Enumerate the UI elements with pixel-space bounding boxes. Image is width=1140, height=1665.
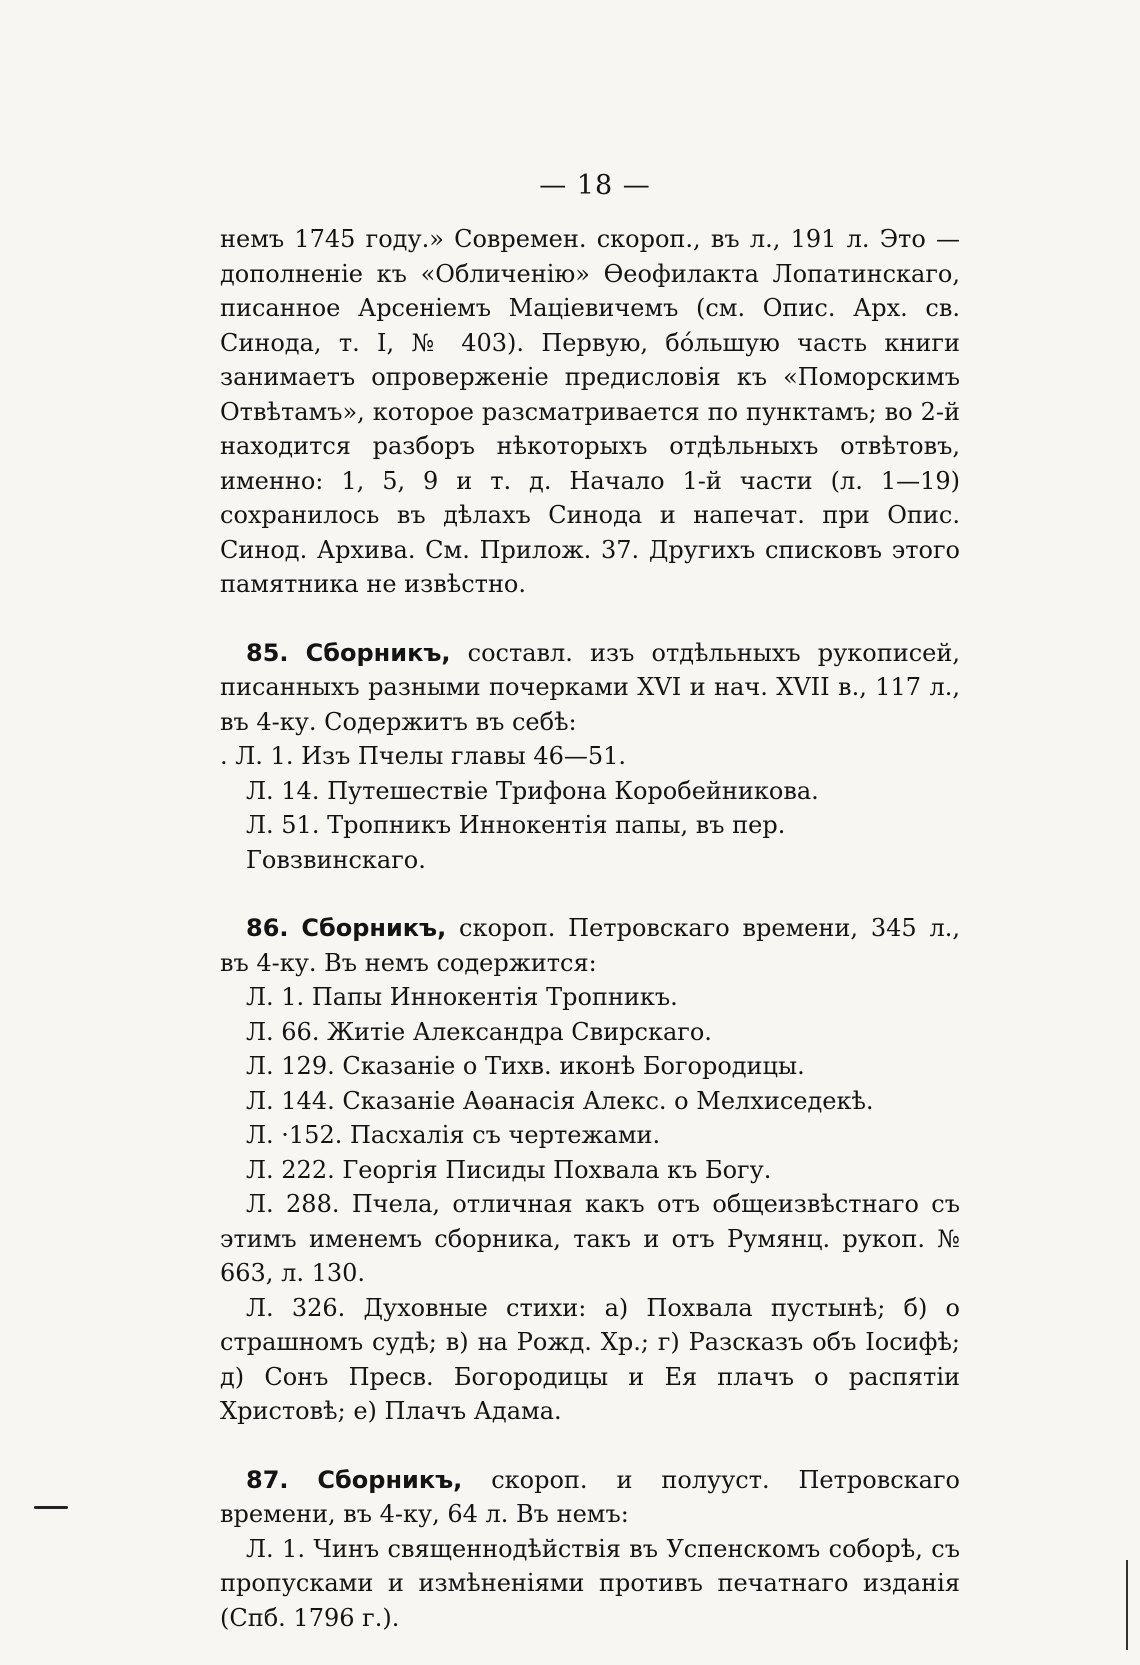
entry-item: Л. 14. Путешествіе Трифона Коробейникова. [246, 776, 819, 805]
page-edge-line [1126, 1560, 1128, 1650]
entry-description: составл. изъ отдѣльныхъ рукописей, писанныхъ разными почерками XVI и нач. XVII в., 117 л., въ 4-ку. Содержитъ въ себѣ: [220, 638, 960, 736]
entry-item: Л. 288. Пчела, отличная какъ отъ общеизвѣстнаго съ этимъ именемъ сборника, такъ и отъ Румянц. рукоп. № 663, л. 130. [220, 1190, 960, 1287]
entry-heading [220, 636, 960, 740]
intro-paragraph: немъ 1745 году.» Современ. скороп., въ л., 191 л. Это — дополненіе къ «Обличенію» Ѳеофилакта Лопатинскаго, писанное Арсеніемъ Маціевичемъ (см. Опис. Арх. св. Синода, т. I, № 403). Первую, бо́льшую часть книги занимаетъ опроверженіе предисловія къ «Поморскимъ Отвѣтамъ», которое разсматривается по пунктамъ; во 2-й находится разборъ нѣкоторыхъ отдѣльныхъ отвѣтовъ, именно: 1, 5, 9 и т. д. Начало 1-й части (л. 1—19) сохранилось въ дѣлахъ Синода и напечат. при Опис. Синод. Архива. См. Прилож. 37. Другихъ списковъ этого памятника не извѣстно. [220, 225, 960, 598]
entry-item: Л. 129. Сказаніе о Тихв. иконѣ Богородицы. [246, 1052, 805, 1080]
entry-heading [220, 911, 960, 980]
entry-description: скороп. и полууст. Петровскаго времени, въ 4-ку, 64 л. Въ немъ: [220, 1465, 961, 1528]
entry-item: Л. 326. Духовные стихи: а) Похвала пустынѣ; б) о страшномъ судѣ; в) на Рожд. Хр.; г) Разсказъ объ Іосифѣ; д) Сонъ Пресв. Богородицы и Ея плачъ о распятіи Христовѣ; е) Плачъ Адама. [220, 1293, 960, 1425]
entry-item: Л. 66. Житіе Александра Свирскаго. [246, 1017, 712, 1046]
entry-description: скороп. Петровскаго времени, 345 л., въ 4-ку. Въ немъ содержится: [220, 914, 960, 977]
entry-item: . Л. 1. Изъ Пчелы главы 46—51. [220, 742, 627, 770]
entry-item: Л. ·152. Пасхалія съ чертежами. [246, 1121, 661, 1149]
entry-item: Л. 1. Папы Иннокентія Тропникъ. [246, 983, 678, 1011]
entry-item: Л. 1. Чинъ священнодѣйствія въ Успенскомъ соборѣ, съ пропусками и измѣненіями противъ печатнаго изданія (Спб. 1796 г.). [220, 1534, 960, 1632]
catalog-entry-85 [220, 636, 960, 878]
entry-title: Сборникъ, [317, 1465, 463, 1494]
page-body [220, 222, 960, 1635]
margin-mark [34, 1506, 68, 1509]
entry-title: Сборникъ, [305, 638, 451, 667]
entry-title: Сборникъ, [301, 914, 447, 942]
catalog-entry-86 [220, 911, 960, 1429]
entry-number: 85. [246, 638, 289, 667]
entry-item: Л. 144. Сказаніе Аѳанасія Алекс. о Мелхиседекѣ. [246, 1086, 874, 1115]
entry-heading [220, 1463, 960, 1532]
entry-number: 87. [246, 1465, 289, 1494]
entry-number: 86. [246, 914, 289, 942]
page-number: — 18 — [539, 170, 651, 201]
catalog-entry-87 [220, 1463, 960, 1636]
entry-item: Л. 51. Тропникъ Иннокентія папы, въ пер. Говзвинскаго. [246, 811, 786, 874]
entry-item: Л. 222. Георгія Писиды Похвала къ Богу. [246, 1155, 772, 1184]
